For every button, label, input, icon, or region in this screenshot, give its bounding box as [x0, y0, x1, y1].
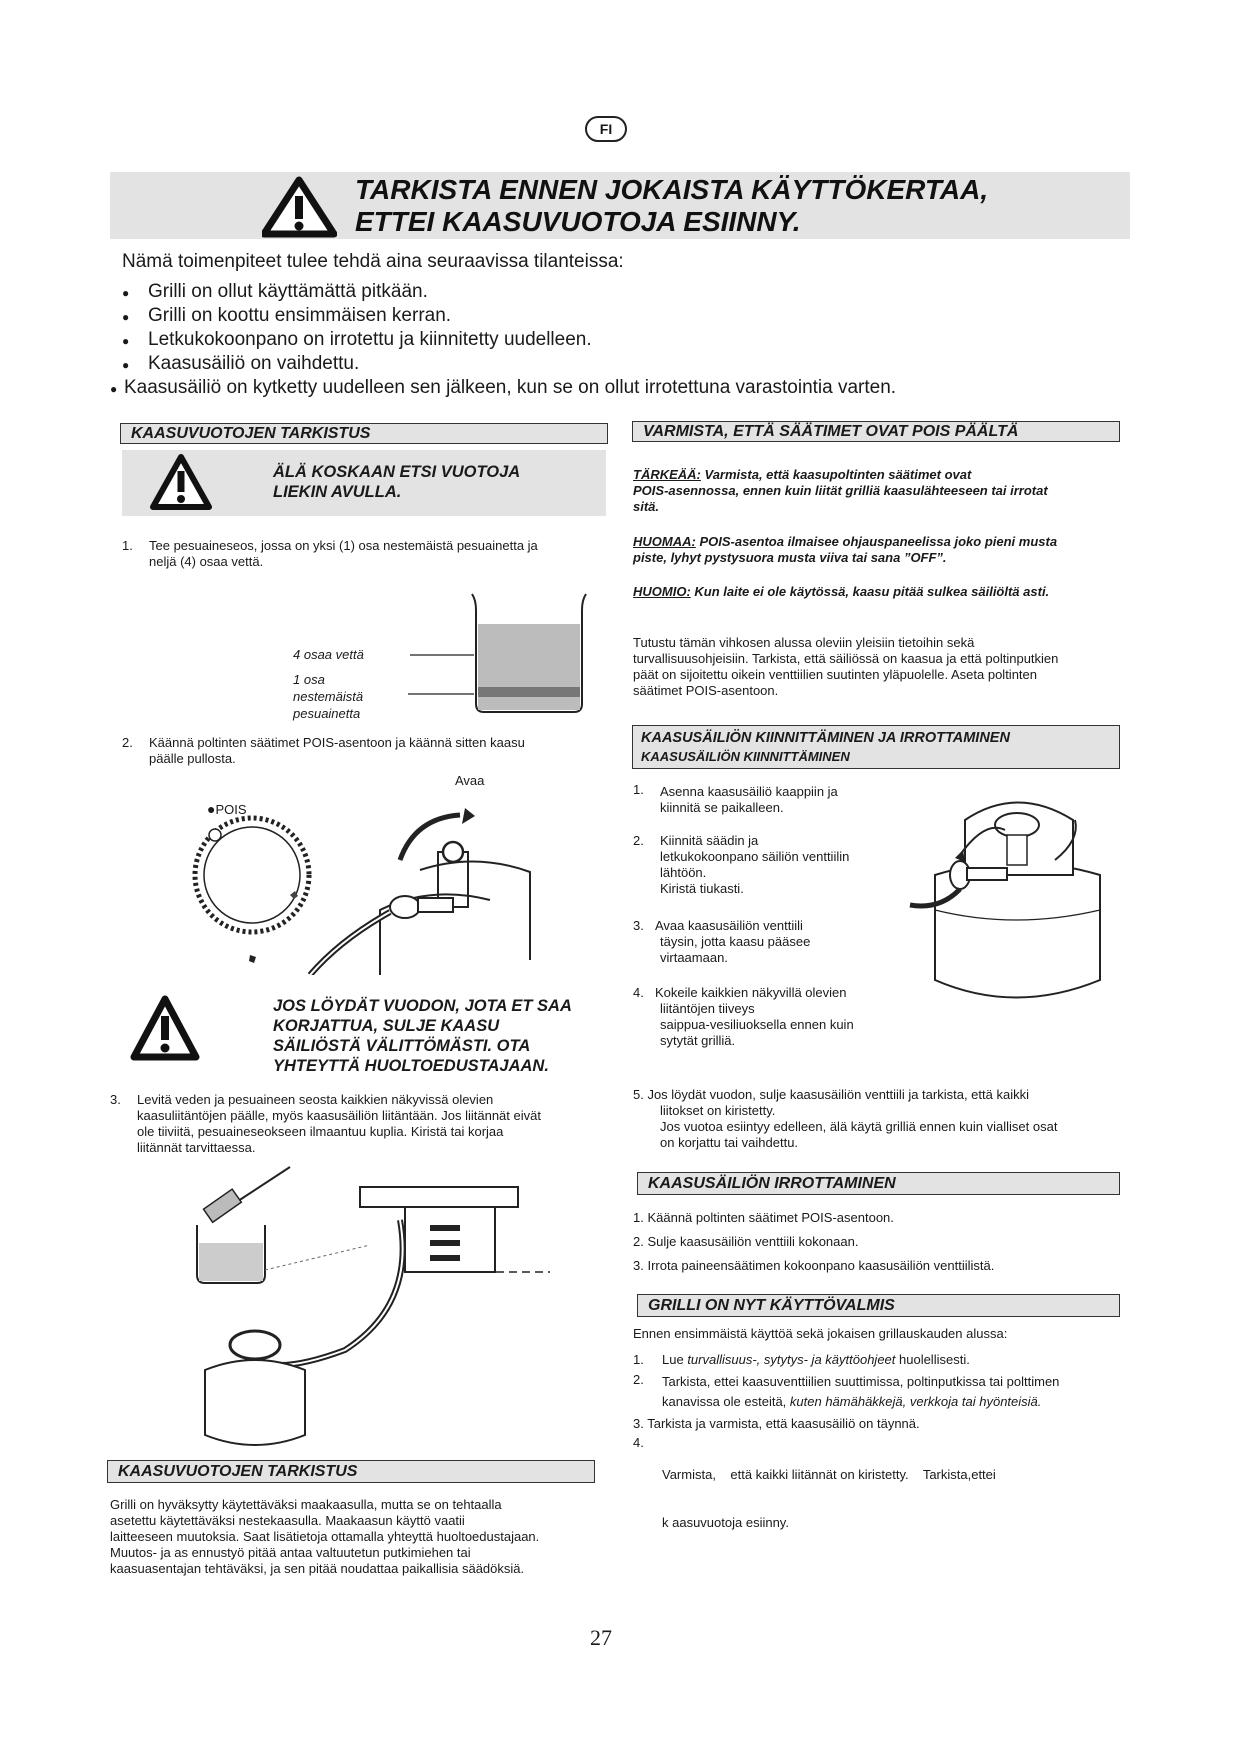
section-title-leak-check: KAASUVUOTOJEN TARKISTUS	[120, 423, 608, 444]
intro-text: Nämä toimenpiteet tulee tehdä aina seuraavissa tilanteissa:	[122, 251, 624, 272]
page-title	[355, 174, 988, 238]
title-line-2: ETTEI KAASUVUOTOJA ESIINNY.	[355, 206, 801, 237]
step-number: 3.	[110, 1092, 121, 1107]
disconnect-step-2: 2. Sulje kaasusäiliön venttiili kokonaan.	[633, 1234, 859, 1249]
important-note: TÄRKEÄÄ: Varmista, että kaasupoltinten säätimet ovat POIS-asennossa, ennen kuin liität grilliä kaasulähteeseen tai irrotat sitä.	[633, 467, 1048, 514]
section-title-ready: GRILLI ON NYT KÄYTTÖVALMIS	[637, 1294, 1120, 1317]
ready-intro: Ennen ensimmäistä käyttöä sekä jokaisen grillauskauden alussa:	[633, 1326, 1008, 1341]
label-off: ●POIS	[207, 801, 247, 817]
warning-text-leak: JOS LÖYDÄT VUODON, JOTA ET SAA KORJATTUA, SULJE KAASU SÄILIÖSTÄ VÄLITTÖMÄSTI. OTA YHTEYTTÄ HUOLTOEDUSTAJAAN.	[273, 997, 572, 1075]
bullet-list	[122, 280, 1122, 400]
list-item: ● Grilli on ollut käyttämättä pitkään.	[122, 280, 1122, 304]
warning-icon	[130, 995, 200, 1061]
step-1-text: Tee pesuaineseos, jossa on yksi (1) osa nestemäistä pesuainetta ja neljä (4) osaa vettä.	[149, 538, 538, 569]
step-number: 1.	[122, 538, 133, 553]
step-number: 1.	[633, 782, 644, 797]
ready-step-2: Tarkista, ettei kaasuventtiilien suuttimissa, poltinputkissa tai polttimen kanavissa ole esteitä, kuten hämähäkkejä, verkkoja tai hyönteisiä.	[662, 1374, 1060, 1409]
warning-icon	[262, 176, 337, 238]
ready-step-3: 3. Tarkista ja varmista, että kaasusäiliö on täynnä.	[633, 1416, 920, 1431]
section-title-knobs-off: VARMISTA, ETTÄ SÄÄTIMET OVAT POIS PÄÄLTÄ	[632, 421, 1120, 442]
tank-step-1: Asenna kaasusäiliö kaappiin ja kiinnitä se paikalleen.	[660, 784, 838, 815]
notice-note: HUOMAA: POIS-asentoa ilmaisee ohjauspaneelissa joko pieni musta piste, lyhyt pystysuora musta viiva tai sana ”OFF”.	[633, 534, 1058, 565]
step-number: 4.	[633, 1435, 644, 1450]
list-item: ● Letkukokoonpano on irrotettu ja kiinnitetty uudelleen.	[122, 328, 1122, 352]
leak-test-illustration	[195, 1165, 550, 1455]
list-item: ● Kaasusäiliö on kytketty uudelleen sen jälkeen, kun se on ollut irrotettuna varastointia varten.	[110, 376, 1122, 400]
language-badge: FI	[585, 116, 627, 142]
title-line-1: TARKISTA ENNEN JOKAISTA KÄYTTÖKERTAA,	[355, 174, 989, 205]
tank-step-3: Avaa kaasusäiliön venttiili täysin, jotta kaasu pääsee virtaamaan.	[655, 918, 811, 965]
label-water: 4 osaa vettä	[293, 647, 364, 662]
step-number: 1.	[633, 1352, 644, 1367]
label-open: Avaa	[455, 773, 485, 788]
step-2-text: Käännä poltinten säätimet POIS-asentoon ja käännä sitten kaasu päälle pullosta.	[149, 735, 525, 766]
tank-step-4: Kokeile kaikkien näkyvillä olevien liitäntöjen tiiveys saippua-vesiliuoksella ennen kuin sytytät grilliä.	[655, 985, 854, 1048]
step-number: 2.	[633, 833, 644, 848]
label-detergent: 1 osa nestemäistä pesuainetta	[293, 672, 364, 721]
warning-icon	[150, 453, 212, 511]
tank-step-5: 5. Jos löydät vuodon, sulje kaasusäiliön venttiili ja tarkista, että kaikki liitokset on kiristetty. Jos vuotoa esiintyy edelleen, älä käytä grilliä ennen kuin vialliset osat on korjattu tai vaihdettu.	[633, 1087, 1058, 1150]
info-text: Tutustu tämän vihkosen alussa oleviin yleisiin tietoihin sekä turvallisuusohjeisiin. Tarkista, että säiliössä on kaasua ja että poltinputkien päät on sijoitettu oikein venttiilien suutinten yläpuolelle. Aseta poltinten säätimet POIS-asentoon.	[633, 635, 1059, 698]
tank-step-2: Kiinnitä säädin ja letkukokoonpano säiliön venttiilin lähtöön. Kiristä tiukasti.	[660, 833, 850, 896]
caution-note: HUOMIO: Kun laite ei ole käytössä, kaasu pitää sulkea säiliöltä asti.	[633, 584, 1050, 599]
section-title-tank: KAASUSÄILIÖN KIINNITTÄMINEN JA IRROTTAMINEN KAASUSÄILIÖN KIINNITTÄMINEN	[632, 725, 1120, 769]
step-number: 2.	[633, 1372, 644, 1387]
ready-step-1: Lue turvallisuus-, sytytys- ja käyttöohjeet huolellisesti.	[662, 1352, 970, 1367]
beaker-illustration	[400, 592, 600, 717]
warning-text-flame: ÄLÄ KOSKAAN ETSI VUOTOJA LIEKIN AVULLA.	[273, 463, 521, 501]
step-number: 3.	[633, 918, 644, 933]
ready-step-4: Varmista, että kaikki liitännät on kiristetty. Tarkista,ettei k aasuvuotoja esiinny.	[662, 1467, 996, 1530]
section-title-disconnect: KAASUSÄILIÖN IRROTTAMINEN	[637, 1172, 1120, 1195]
section-title-leak-check-2: KAASUVUOTOJEN TARKISTUS	[107, 1460, 595, 1483]
disconnect-step-3: 3. Irrota paineensäätimen kokoonpano kaasusäiliön venttiilistä.	[633, 1258, 995, 1273]
page-number: 27	[590, 1625, 612, 1650]
step-3-text: Levitä veden ja pesuaineen seosta kaikkien näkyvissä olevien kaasuliitäntöjen päälle, myös kaasusäiliön liitäntään. Jos liitännät eivät ole tiiviitä, pesuaineseokseen ilmaantuu kuplia. Kiristä tai korjaa liitännät tarvittaessa.	[137, 1092, 541, 1155]
list-item: ● Grilli on koottu ensimmäisen kerran.	[122, 304, 1122, 328]
disconnect-step-1: 1. Käännä poltinten säätimet POIS-asentoon.	[633, 1210, 894, 1225]
tank-illustration	[905, 780, 1130, 1015]
step-number: 2.	[122, 735, 133, 750]
natural-gas-text: Grilli on hyväksytty käytettäväksi maakaasulla, mutta se on tehtaalla asetettu käytettäväksi nestekaasulla. Maakaasun käyttö vaatii laitteeseen muutoksia. Saat lisätietoja ottamalla yhteyttä huoltoedustajaan. Muutos- ja as ennustyö pitää antaa valtuutetun putkimiehen tai kaasuasentajan tehtäväksi, ja sen pitää noudattaa paikallisia säädöksiä.	[110, 1497, 540, 1576]
knob-valve-illustration	[190, 790, 610, 975]
step-number: 4.	[633, 985, 644, 1000]
list-item: ● Kaasusäiliö on vaihdettu.	[122, 352, 1122, 376]
